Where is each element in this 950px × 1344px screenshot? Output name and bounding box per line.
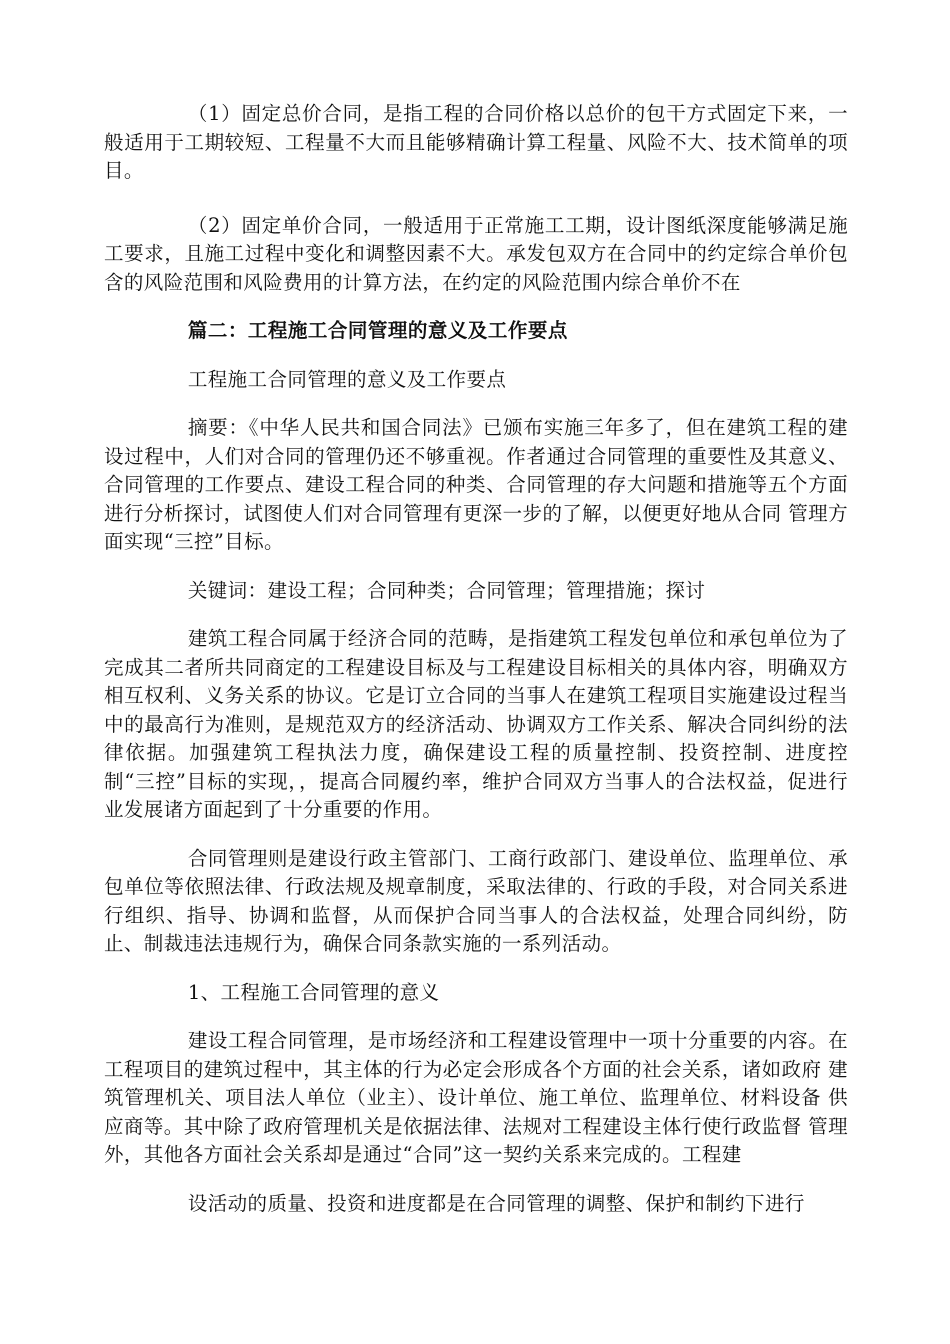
paragraph-fixed-total-price-contract: （1）固定总价合同，是指工程的合同价格以总价的包干方式固定下来，一般适用于工期较短、工程量不大而且能够精确计算工程量、风险不大、技术简单的项目。 bbox=[104, 102, 848, 182]
subsection-heading: 1、工程施工合同管理的意义 bbox=[187, 980, 440, 1004]
paragraph-contract-definition: 建筑工程合同属于经济合同的范畴，是指建筑工程发包单位和承包单位为了完成其二者所共同商定的工程建设目标及与工程建设目标相关的具体内容，明确双方相互权利、义务关系的协议。它是订立合同的当事人在建筑工程项目实施建设过程当中的最高行为准则，是规范双方的经济活动、协调双方工作关系、解决合同纠纷的法律依据。加强建筑工程执法力度，确保建设工程的质量控制、投资控制、进度控制“三控”目标的实现，，提高合同履约率，维护合同双方当事人的合法权益，促进行业发展诸方面起到了十分重要的作用。 bbox=[104, 627, 848, 821]
document-page bbox=[104, 100, 848, 1238]
paragraph-continuation: 设活动的质量、投资和进度都是在合同管理的调整、保护和制约下进行 bbox=[187, 1191, 805, 1215]
paragraph-fixed-unit-price-contract: （2）固定单价合同，一般适用于正常施工工期，设计图纸深度能够满足施工要求，且施工过程中变化和调整因素不大。承发包双方在合同中的约定综合单价包含的风险范围和风险费用的计算方法，在约定的风险范围内综合单价不在 bbox=[104, 213, 848, 294]
keywords-line: 关键词：建设工程；合同种类；合同管理；管理措施；探讨 bbox=[187, 578, 706, 602]
paragraph-management-significance: 建设工程合同管理，是市场经济和工程建设管理中一项十分重要的内容。在工程项目的建筑过程中，其主体的行为必定会形成各个方面的社会关系，诸如政府 建筑管理机关、项目法人单位（业主）、设计单位、施工单位、监理单位、材料设备 供应商等。其中除了政府管理机关是依据法律、法规对工程建设主体行使行政监督 管理外，其他各方面社会关系却是通过“合同”这一契约关系来完成的。工程建 bbox=[104, 1029, 848, 1166]
article-title: 工程施工合同管理的意义及工作要点 bbox=[187, 367, 507, 391]
abstract-paragraph: 摘要：《中华人民共和国合同法》已颁布实施三年多了，但在建筑工程的建 设过程中，人们对合同的管理仍还不够重视。作者通过合同管理的重要性及其意义、合同管理的工作要点、建设工程合同的种类、合同管理的存大问题和措施等五个方面进行分析探讨，试图使人们对合同管理有更深一步的了解，以便更好地从合同 管理方面实现“三控”目标。 bbox=[104, 416, 848, 553]
section-heading: 篇二：工程施工合同管理的意义及工作要点 bbox=[187, 319, 568, 342]
paragraph-contract-management: 合同管理则是建设行政主管部门、工商行政部门、建设单位、监理单位、承包单位等依照法律、行政法规及规章制度，采取法律的、行政的手段，对合同关系进行组织、指导、协调和监督，从而保护合同当事人的合法权益，处理合同纠纷，防止、制裁违法违规行为，确保合同条款实施的一系列活动。 bbox=[104, 846, 848, 955]
